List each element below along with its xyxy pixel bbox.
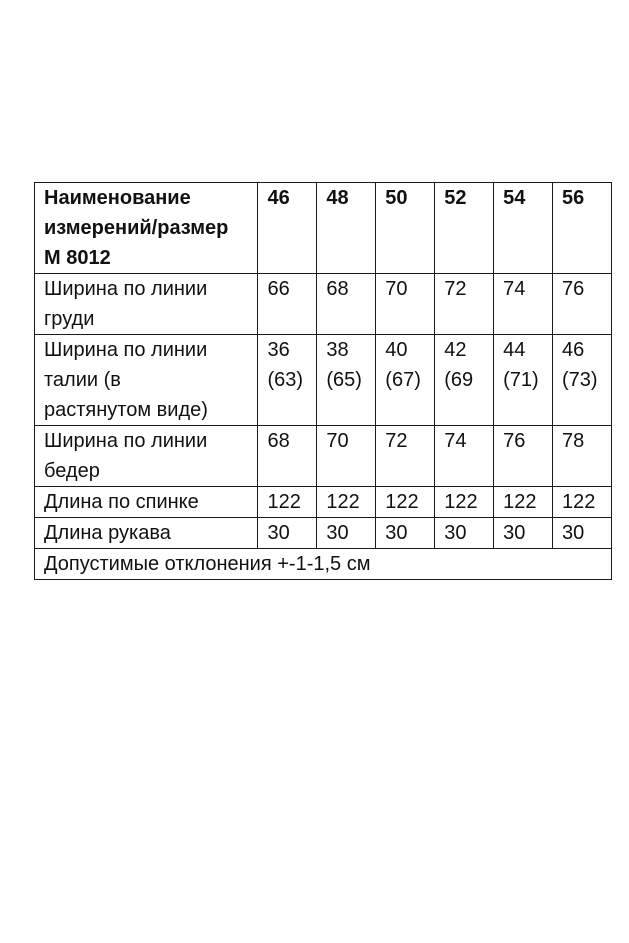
measurement-value-line: 78: [562, 430, 585, 452]
measurement-value-cell: [435, 487, 494, 518]
size-header-cell: 56: [553, 183, 612, 274]
measurement-value-cell: [435, 426, 494, 487]
measurement-value-line: 72: [385, 430, 408, 452]
measurement-value-line: 66: [267, 278, 290, 300]
size-chart-table: [34, 182, 612, 580]
size-header-cell: 46: [258, 183, 317, 274]
measurement-value-cell: [258, 426, 317, 487]
measurement-value-cell: [435, 274, 494, 335]
measurement-value-line: 38: [326, 339, 349, 361]
measurement-value-cell: [553, 518, 612, 549]
measurement-value-cell: [494, 274, 553, 335]
measurement-value-line: (73): [562, 369, 598, 391]
measurement-value-cell: [494, 335, 553, 426]
measurement-row: [35, 335, 612, 426]
measurement-value-line: 70: [326, 430, 349, 452]
measurement-row: [35, 487, 612, 518]
measurement-label-line: Длина рукава: [44, 522, 171, 544]
size-header-cell: 52: [435, 183, 494, 274]
measurement-label-cell: [35, 518, 258, 549]
measurement-value-line: 74: [444, 430, 467, 452]
measurement-value-cell: [376, 335, 435, 426]
measurement-value-line: 30: [267, 522, 290, 544]
measurement-row: [35, 518, 612, 549]
measurement-value-line: 42: [444, 339, 467, 361]
measurement-value-line: 30: [385, 522, 408, 544]
header-row: [35, 183, 612, 274]
size-header-cell: 50: [376, 183, 435, 274]
size-header-cell: 54: [494, 183, 553, 274]
measurement-value-cell: [258, 335, 317, 426]
measurement-value-cell: [553, 487, 612, 518]
measurement-label-line: Ширина по линии: [44, 430, 208, 452]
size-header-cell: 48: [317, 183, 376, 274]
measurement-value-line: 30: [503, 522, 526, 544]
measurement-label-line: Ширина по линии: [44, 278, 208, 300]
measurement-label-line: бедер: [44, 460, 100, 482]
measurement-label-cell: [35, 335, 258, 426]
measurement-value-cell: [258, 518, 317, 549]
measurement-value-cell: [494, 518, 553, 549]
measurement-value-line: 122: [444, 491, 478, 513]
measurement-value-line: 76: [562, 278, 585, 300]
measurement-value-line: (67): [385, 369, 421, 391]
tolerance-footnote: Допустимые отклонения +-1-1,5 см: [35, 549, 612, 580]
measurement-row: [35, 274, 612, 335]
measurement-value-cell: [494, 426, 553, 487]
header-label-cell: [35, 183, 258, 274]
header-label-line: М 8012: [44, 247, 111, 269]
measurement-value-cell: [553, 426, 612, 487]
measurement-value-cell: [317, 518, 376, 549]
measurement-value-cell: [317, 487, 376, 518]
measurement-value-line: 122: [503, 491, 537, 513]
measurement-value-line: 122: [267, 491, 301, 513]
measurement-value-line: 30: [562, 522, 585, 544]
measurement-value-cell: [258, 274, 317, 335]
measurement-value-line: 122: [326, 491, 360, 513]
measurement-value-line: 72: [444, 278, 467, 300]
measurement-label-line: Ширина по линии: [44, 339, 208, 361]
measurement-label-line: растянутом виде): [44, 399, 208, 421]
measurement-label-cell: [35, 426, 258, 487]
measurement-value-line: (69: [444, 369, 474, 391]
measurement-value-line: 76: [503, 430, 526, 452]
measurement-value-line: 30: [326, 522, 349, 544]
measurement-value-line: 68: [326, 278, 349, 300]
measurement-row: [35, 426, 612, 487]
measurement-value-line: (71): [503, 369, 539, 391]
measurement-value-cell: [553, 335, 612, 426]
measurement-value-cell: [317, 426, 376, 487]
measurement-value-cell: [376, 274, 435, 335]
header-label-line: измерений/размер: [44, 217, 229, 239]
measurement-value-cell: [494, 487, 553, 518]
measurement-value-cell: [376, 426, 435, 487]
measurement-value-line: 40: [385, 339, 408, 361]
measurement-label-cell: [35, 487, 258, 518]
measurement-label-line: Длина по спинке: [44, 491, 199, 513]
measurement-value-line: 30: [444, 522, 467, 544]
measurement-value-line: (63): [267, 369, 304, 391]
measurement-value-line: 46: [562, 339, 585, 361]
footnote-row: [35, 549, 612, 580]
measurement-label-line: груди: [44, 308, 95, 330]
measurement-value-cell: [376, 487, 435, 518]
measurement-value-cell: [435, 335, 494, 426]
measurement-value-line: (65): [326, 369, 362, 391]
measurement-value-cell: [376, 518, 435, 549]
measurement-value-cell: [317, 274, 376, 335]
measurement-value-line: 70: [385, 278, 408, 300]
measurement-value-line: 36: [267, 339, 290, 361]
measurement-value-cell: [553, 274, 612, 335]
measurement-value-line: 122: [562, 491, 596, 513]
size-chart-body: [35, 183, 612, 580]
measurement-label-line: талии (в: [44, 369, 121, 391]
measurement-value-cell: [317, 335, 376, 426]
measurement-label-cell: [35, 274, 258, 335]
header-label-line: Наименование: [44, 187, 191, 209]
measurement-value-line: 68: [267, 430, 290, 452]
measurement-value-line: 74: [503, 278, 526, 300]
measurement-value-line: 44: [503, 339, 526, 361]
measurement-value-cell: [435, 518, 494, 549]
measurement-value-cell: [258, 487, 317, 518]
measurement-value-line: 122: [385, 491, 419, 513]
